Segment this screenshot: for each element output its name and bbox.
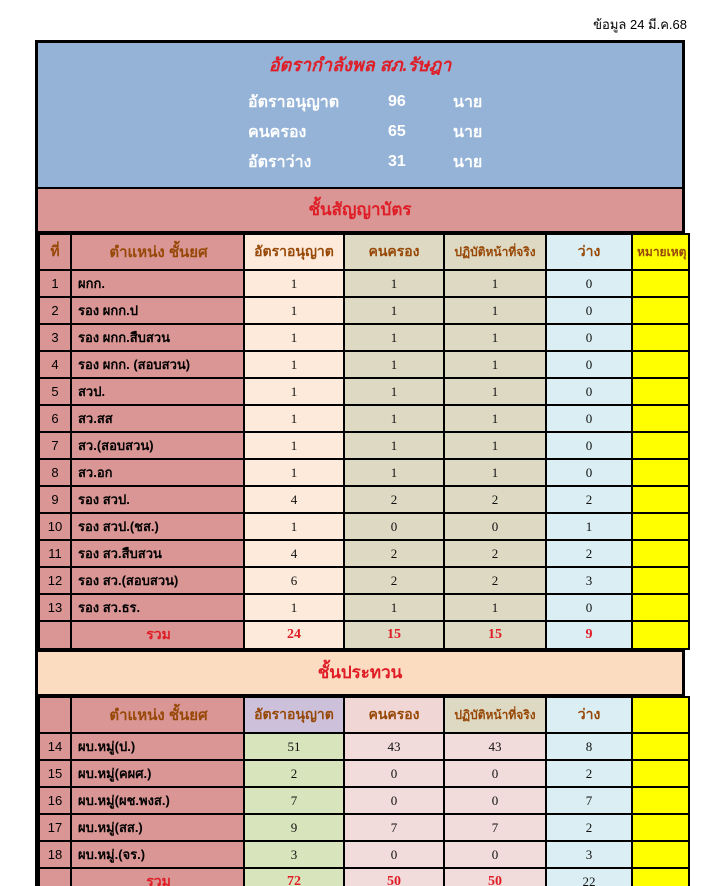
occupied-cell: 0 bbox=[344, 513, 444, 540]
total-authorized: 72 bbox=[244, 868, 344, 886]
actual-cell: 1 bbox=[444, 324, 546, 351]
page-title: อัตรากำลังพล สภ.รัษฎา bbox=[268, 55, 452, 75]
authorized-cell: 1 bbox=[244, 270, 344, 297]
col-header-occupied: คนครอง bbox=[344, 234, 444, 270]
occupied-cell: 1 bbox=[344, 297, 444, 324]
row-number: 17 bbox=[39, 814, 71, 841]
table-row bbox=[39, 760, 689, 787]
summary-unit: นาย bbox=[453, 123, 483, 141]
occupied-cell: 1 bbox=[344, 594, 444, 621]
vacant-cell: 0 bbox=[546, 297, 632, 324]
occupied-cell: 7 bbox=[344, 814, 444, 841]
summary-row-vacant bbox=[38, 147, 682, 177]
position-cell: สว.อก bbox=[71, 459, 244, 486]
row-number: 16 bbox=[39, 787, 71, 814]
row-number: 8 bbox=[39, 459, 71, 486]
position-cell: ผบ.หมู่(ป.) bbox=[71, 733, 244, 760]
summary-unit: นาย bbox=[453, 153, 483, 171]
table-row bbox=[39, 567, 689, 594]
remark-cell bbox=[632, 760, 689, 787]
actual-cell: 2 bbox=[444, 567, 546, 594]
col-header-no: ที่ bbox=[39, 234, 71, 270]
actual-cell: 1 bbox=[444, 405, 546, 432]
summary-value: 65 bbox=[388, 123, 406, 140]
occupied-cell: 1 bbox=[344, 351, 444, 378]
row-number: 15 bbox=[39, 760, 71, 787]
total-vacant: 9 bbox=[546, 621, 632, 649]
actual-cell: 1 bbox=[444, 432, 546, 459]
row-number: 12 bbox=[39, 567, 71, 594]
actual-cell: 1 bbox=[444, 270, 546, 297]
remark-cell bbox=[632, 787, 689, 814]
row-number: 1 bbox=[39, 270, 71, 297]
position-cell: รอง ผกก.ป bbox=[71, 297, 244, 324]
commissioned-table bbox=[38, 233, 690, 650]
row-number: 7 bbox=[39, 432, 71, 459]
col-header-occupied: คนครอง bbox=[344, 697, 444, 733]
table-row bbox=[39, 324, 689, 351]
summary-value: 96 bbox=[388, 93, 406, 110]
total-row-commissioned bbox=[39, 621, 689, 649]
total-occupied: 50 bbox=[344, 868, 444, 886]
col-header-actual: ปฏิบัติหน้าที่จริง bbox=[444, 697, 546, 733]
actual-cell: 7 bbox=[444, 814, 546, 841]
authorized-cell: 1 bbox=[244, 297, 344, 324]
vacant-cell: 0 bbox=[546, 432, 632, 459]
remark-cell bbox=[632, 459, 689, 486]
row-number: 10 bbox=[39, 513, 71, 540]
col-header-vacant: ว่าง bbox=[546, 234, 632, 270]
occupied-cell: 1 bbox=[344, 459, 444, 486]
actual-cell: 2 bbox=[444, 540, 546, 567]
remark-cell bbox=[632, 513, 689, 540]
occupied-cell: 1 bbox=[344, 324, 444, 351]
position-cell: รอง สว.ธร. bbox=[71, 594, 244, 621]
remark-cell bbox=[632, 621, 689, 649]
actual-cell: 0 bbox=[444, 787, 546, 814]
actual-cell: 1 bbox=[444, 378, 546, 405]
actual-cell: 0 bbox=[444, 513, 546, 540]
authorized-cell: 6 bbox=[244, 567, 344, 594]
table-header-row bbox=[39, 234, 689, 270]
actual-cell: 2 bbox=[444, 486, 546, 513]
total-label: รวม bbox=[71, 868, 244, 886]
col-header-authorized: อัตราอนุญาต bbox=[244, 234, 344, 270]
vacant-cell: 7 bbox=[546, 787, 632, 814]
authorized-cell: 1 bbox=[244, 594, 344, 621]
table-row bbox=[39, 351, 689, 378]
remark-cell bbox=[632, 297, 689, 324]
col-header-no bbox=[39, 697, 71, 733]
nco-table bbox=[38, 696, 690, 886]
table-row bbox=[39, 513, 689, 540]
vacant-cell: 0 bbox=[546, 270, 632, 297]
position-cell: สวป. bbox=[71, 378, 244, 405]
position-cell: ผกก. bbox=[71, 270, 244, 297]
position-cell: สว.(สอบสวน) bbox=[71, 432, 244, 459]
row-number: 18 bbox=[39, 841, 71, 868]
occupied-cell: 1 bbox=[344, 378, 444, 405]
authorized-cell: 1 bbox=[244, 378, 344, 405]
col-header-vacant: ว่าง bbox=[546, 697, 632, 733]
row-number: 11 bbox=[39, 540, 71, 567]
total-actual: 50 bbox=[444, 868, 546, 886]
vacant-cell: 3 bbox=[546, 567, 632, 594]
occupied-cell: 2 bbox=[344, 540, 444, 567]
vacant-cell: 0 bbox=[546, 351, 632, 378]
vacant-cell: 0 bbox=[546, 378, 632, 405]
remark-cell bbox=[632, 351, 689, 378]
row-number: 6 bbox=[39, 405, 71, 432]
occupied-cell: 2 bbox=[344, 486, 444, 513]
row-number: 14 bbox=[39, 733, 71, 760]
summary-unit: นาย bbox=[453, 93, 483, 111]
remark-cell bbox=[632, 486, 689, 513]
vacant-cell: 2 bbox=[546, 486, 632, 513]
row-number: 4 bbox=[39, 351, 71, 378]
position-cell: รอง สว.สืบสวน bbox=[71, 540, 244, 567]
col-header-remark: หมายเหตุ bbox=[632, 234, 689, 270]
table-row bbox=[39, 405, 689, 432]
total-row-ncos bbox=[39, 868, 689, 886]
section-title-ncos: ชั้นประทวน bbox=[38, 650, 682, 696]
remark-cell bbox=[632, 567, 689, 594]
occupied-cell: 1 bbox=[344, 432, 444, 459]
position-cell: รอง ผกก. (สอบสวน) bbox=[71, 351, 244, 378]
actual-cell: 0 bbox=[444, 841, 546, 868]
vacant-cell: 8 bbox=[546, 733, 632, 760]
authorized-cell: 4 bbox=[244, 540, 344, 567]
remark-cell bbox=[632, 324, 689, 351]
remark-cell bbox=[632, 841, 689, 868]
row-number: 5 bbox=[39, 378, 71, 405]
position-cell: ผบ.หมู่(สส.) bbox=[71, 814, 244, 841]
remark-cell bbox=[632, 432, 689, 459]
summary-row-occupied bbox=[38, 117, 682, 147]
vacant-cell: 0 bbox=[546, 594, 632, 621]
authorized-cell: 1 bbox=[244, 432, 344, 459]
actual-cell: 0 bbox=[444, 760, 546, 787]
row-number: 3 bbox=[39, 324, 71, 351]
vacant-cell: 0 bbox=[546, 405, 632, 432]
authorized-cell: 51 bbox=[244, 733, 344, 760]
occupied-cell: 0 bbox=[344, 841, 444, 868]
row-number: 2 bbox=[39, 297, 71, 324]
occupied-cell: 0 bbox=[344, 760, 444, 787]
summary-label: อัตราอนุญาต bbox=[248, 93, 340, 111]
table-row bbox=[39, 297, 689, 324]
col-header-remark bbox=[632, 697, 689, 733]
position-cell: รอง สวป. bbox=[71, 486, 244, 513]
authorized-cell: 9 bbox=[244, 814, 344, 841]
table-row bbox=[39, 540, 689, 567]
col-header-position: ตำแหน่ง ชั้นยศ bbox=[71, 697, 244, 733]
actual-cell: 1 bbox=[444, 351, 546, 378]
total-occupied: 15 bbox=[344, 621, 444, 649]
section-title-commissioned: ชั้นสัญญาบัตร bbox=[38, 189, 682, 233]
position-cell: สว.สส bbox=[71, 405, 244, 432]
authorized-cell: 3 bbox=[244, 841, 344, 868]
remark-cell bbox=[632, 270, 689, 297]
manpower-board bbox=[35, 40, 685, 886]
table-header-row bbox=[39, 697, 689, 733]
occupied-cell: 1 bbox=[344, 405, 444, 432]
summary-panel bbox=[38, 43, 682, 189]
vacant-cell: 2 bbox=[546, 760, 632, 787]
position-cell: รอง ผกก.สืบสวน bbox=[71, 324, 244, 351]
remark-cell bbox=[632, 814, 689, 841]
remark-cell bbox=[632, 405, 689, 432]
position-cell: ผบ.หมู่.(จร.) bbox=[71, 841, 244, 868]
vacant-cell: 3 bbox=[546, 841, 632, 868]
occupied-cell: 2 bbox=[344, 567, 444, 594]
actual-cell: 43 bbox=[444, 733, 546, 760]
total-empty-cell bbox=[39, 621, 71, 649]
actual-cell: 1 bbox=[444, 594, 546, 621]
summary-row-authorized bbox=[38, 87, 682, 117]
vacant-cell: 2 bbox=[546, 540, 632, 567]
table-row bbox=[39, 270, 689, 297]
vacant-cell: 0 bbox=[546, 324, 632, 351]
authorized-cell: 1 bbox=[244, 405, 344, 432]
row-number: 13 bbox=[39, 594, 71, 621]
remark-cell bbox=[632, 594, 689, 621]
authorized-cell: 4 bbox=[244, 486, 344, 513]
vacant-cell: 0 bbox=[546, 459, 632, 486]
col-header-actual: ปฏิบัติหน้าที่จริง bbox=[444, 234, 546, 270]
position-cell: ผบ.หมู่(ผช.พงส.) bbox=[71, 787, 244, 814]
table-row bbox=[39, 787, 689, 814]
occupied-cell: 43 bbox=[344, 733, 444, 760]
table-row bbox=[39, 432, 689, 459]
total-vacant: 22 bbox=[546, 868, 632, 886]
summary-value: 31 bbox=[388, 153, 406, 170]
remark-cell bbox=[632, 868, 689, 886]
authorized-cell: 1 bbox=[244, 513, 344, 540]
remark-cell bbox=[632, 378, 689, 405]
occupied-cell: 0 bbox=[344, 787, 444, 814]
col-header-authorized: อัตราอนุญาต bbox=[244, 697, 344, 733]
authorized-cell: 1 bbox=[244, 324, 344, 351]
vacant-cell: 1 bbox=[546, 513, 632, 540]
total-actual: 15 bbox=[444, 621, 546, 649]
position-cell: รอง สวป.(ชส.) bbox=[71, 513, 244, 540]
table-row bbox=[39, 378, 689, 405]
authorized-cell: 2 bbox=[244, 760, 344, 787]
table-row bbox=[39, 594, 689, 621]
table-row bbox=[39, 841, 689, 868]
data-date-label: ข้อมูล 24 มี.ค.68 bbox=[593, 17, 687, 32]
vacant-cell: 2 bbox=[546, 814, 632, 841]
remark-cell bbox=[632, 733, 689, 760]
table-row bbox=[39, 486, 689, 513]
authorized-cell: 1 bbox=[244, 351, 344, 378]
position-cell: ผบ.หมู่(คผศ.) bbox=[71, 760, 244, 787]
summary-label: อัตราว่าง bbox=[248, 153, 312, 171]
table-row bbox=[39, 814, 689, 841]
authorized-cell: 1 bbox=[244, 459, 344, 486]
position-cell: รอง สว.(สอบสวน) bbox=[71, 567, 244, 594]
authorized-cell: 7 bbox=[244, 787, 344, 814]
occupied-cell: 1 bbox=[344, 270, 444, 297]
actual-cell: 1 bbox=[444, 297, 546, 324]
actual-cell: 1 bbox=[444, 459, 546, 486]
table-row bbox=[39, 459, 689, 486]
table-row bbox=[39, 733, 689, 760]
row-number: 9 bbox=[39, 486, 71, 513]
col-header-position: ตำแหน่ง ชั้นยศ bbox=[71, 234, 244, 270]
summary-label: คนครอง bbox=[248, 123, 307, 141]
remark-cell bbox=[632, 540, 689, 567]
total-authorized: 24 bbox=[244, 621, 344, 649]
total-label: รวม bbox=[71, 621, 244, 649]
total-empty-cell bbox=[39, 868, 71, 886]
